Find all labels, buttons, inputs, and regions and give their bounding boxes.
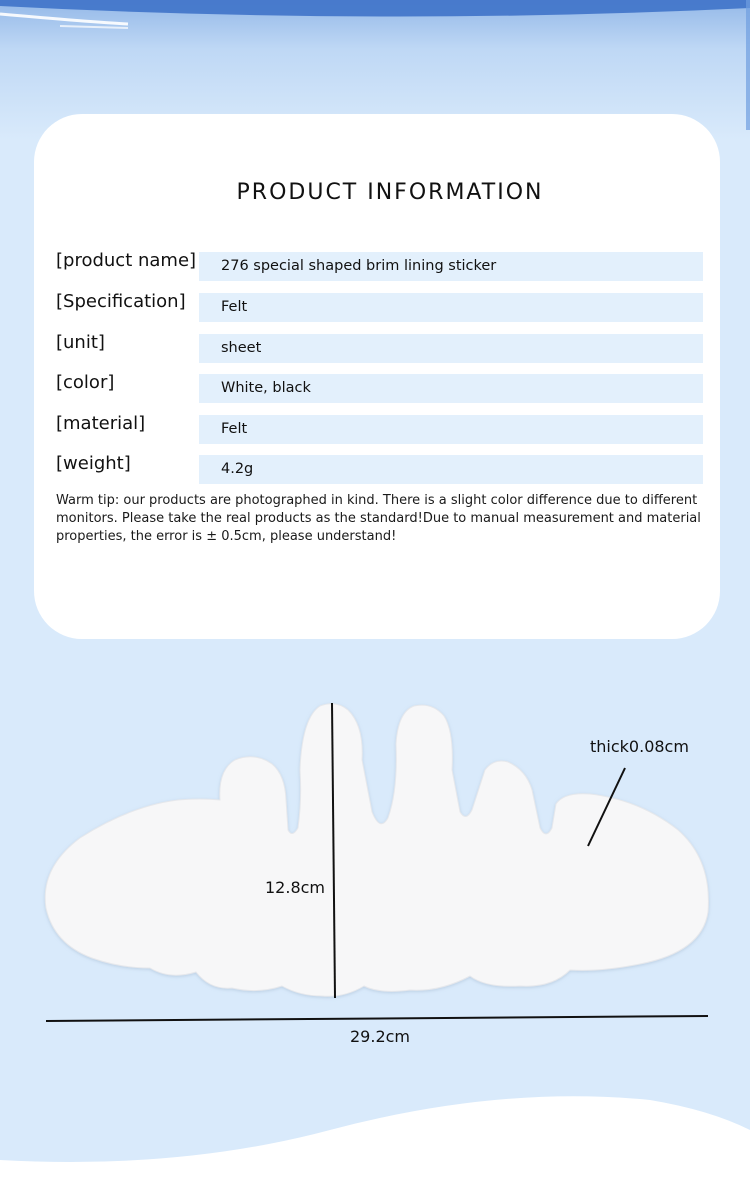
warm-tip-text: Warm tip: our products are photographed in kind. There is a slight color difference due to different monitors. Please take the real products as the standard!Due to manual measurement and material properties, the error is ± 0.5cm, please understand!: [56, 493, 701, 544]
spec-row-material: [56, 415, 704, 445]
spec-value: 4.2g: [199, 455, 703, 484]
spec-row-specification: [56, 293, 704, 323]
spec-value: White, black: [199, 374, 703, 403]
spec-row-product-name: [56, 252, 704, 282]
width-dimension-line: [46, 1016, 708, 1021]
spec-row-unit: [56, 334, 704, 364]
spec-label: [weight]: [56, 453, 131, 474]
product-image-sticker: [0, 660, 750, 1080]
bottom-wave-decoration: [0, 1070, 750, 1185]
spec-label: [Specification]: [56, 291, 186, 312]
spec-value: 276 special shaped brim lining sticker: [199, 252, 703, 281]
spec-label: [color]: [56, 372, 115, 393]
spec-row-weight: [56, 455, 704, 485]
spec-value: Felt: [199, 293, 703, 322]
width-label: 29.2cm: [350, 1027, 411, 1046]
spec-row-color: [56, 374, 704, 404]
spec-label: [unit]: [56, 332, 105, 353]
thickness-label: thick0.08cm: [590, 737, 689, 756]
height-label: 12.8cm: [265, 878, 326, 897]
spec-label: [product name]: [56, 250, 197, 271]
spec-value: sheet: [199, 334, 703, 363]
section-title: PRODUCT INFORMATION: [236, 180, 544, 205]
spec-value: Felt: [199, 415, 703, 444]
spec-label: [material]: [56, 413, 146, 434]
